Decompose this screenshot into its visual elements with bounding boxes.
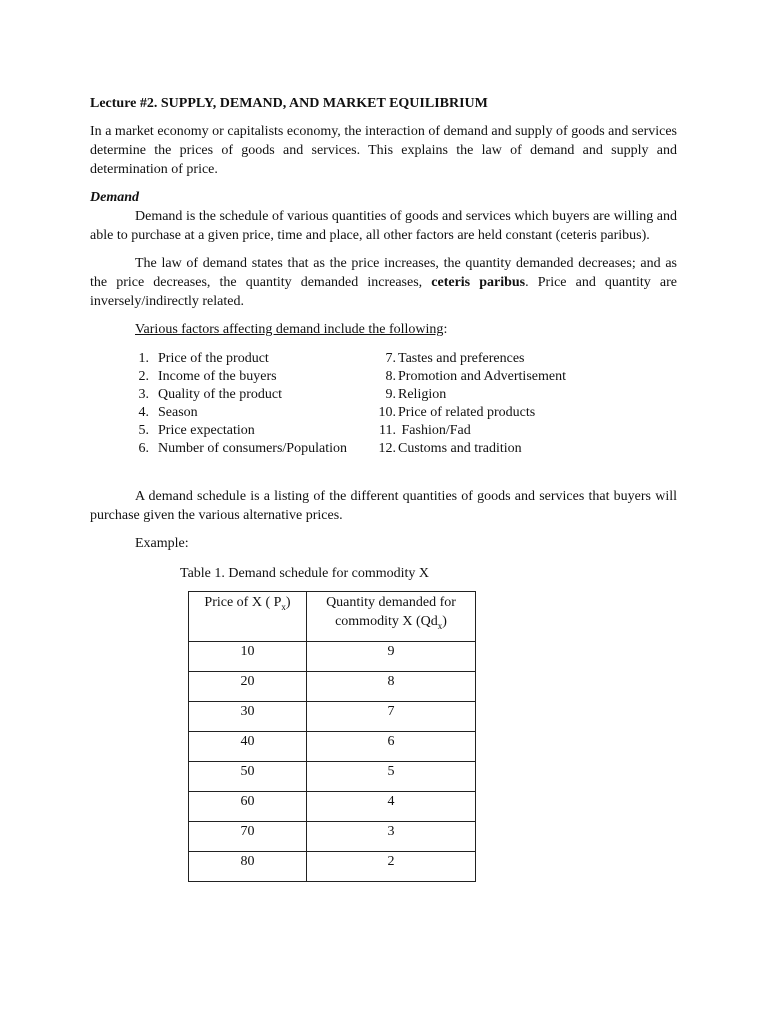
factors-intro	[90, 320, 677, 339]
table-row	[189, 852, 476, 882]
table-caption: Table 1. Demand schedule for commodity X	[180, 566, 430, 581]
header-quantity: Quantity demanded for commodity X $(Qd_x)$	[307, 592, 476, 642]
factor-item: 1. Price of the product	[138, 351, 269, 366]
law-text-before: The law of demand states that as the price increases, the quantity demanded decreases; and as the price decreases, the quantity demanded increases,	[90, 256, 677, 290]
factor-item: 6. Number of consumers/Population	[138, 441, 347, 456]
quantity-cell: 2	[307, 852, 476, 882]
factor-item: 7. Tastes and preferences	[385, 351, 525, 366]
table-row	[189, 732, 476, 762]
quantity-cell: 8	[307, 672, 476, 702]
factors-right-column	[374, 349, 566, 457]
factor-item: 5. Price expectation	[138, 423, 255, 438]
quantity-cell: 5	[307, 762, 476, 792]
intro-paragraph: In a market economy or capitalists economy, the interaction of demand and supply of goods and services determine the prices of goods and services. This explains the law of demand and supply and determination of price.	[90, 124, 677, 177]
factor-item: 8. Promotion and Advertisement	[385, 369, 566, 384]
price-cell: 50	[189, 762, 307, 792]
price-cell: 40	[189, 732, 307, 762]
quantity-cell: 6	[307, 732, 476, 762]
table-row	[189, 762, 476, 792]
demand-heading: Demand	[90, 190, 139, 205]
table-row	[189, 822, 476, 852]
factors-left-column	[135, 349, 347, 457]
factor-item: 2. Income of the buyers	[138, 369, 277, 384]
factor-item: 12. Customs and tradition	[378, 441, 522, 456]
factor-item: 3. Quality of the product	[138, 387, 283, 402]
price-cell: 80	[189, 852, 307, 882]
price-cell: 10	[189, 642, 307, 672]
header-price: Price of X ( $P_x$)	[189, 592, 307, 642]
lecture-title: Lecture #2. SUPPLY, DEMAND, AND MARKET EQUILIBRIUM	[90, 96, 488, 111]
price-cell: 30	[189, 702, 307, 732]
quantity-cell: 7	[307, 702, 476, 732]
table-header-row	[189, 592, 476, 642]
demand-schedule-table	[188, 591, 476, 882]
factors-intro-colon: :	[443, 322, 448, 337]
price-cell: 20	[189, 672, 307, 702]
document-page	[90, 94, 677, 882]
quantity-cell: 4	[307, 792, 476, 822]
table-row	[189, 672, 476, 702]
price-cell: 60	[189, 792, 307, 822]
law-of-demand-paragraph	[90, 254, 677, 311]
table-row	[189, 702, 476, 732]
factor-item: 11. Fashion/Fad	[379, 423, 471, 438]
table-row	[189, 792, 476, 822]
example-label: Example:	[135, 536, 189, 551]
demand-schedule-definition: A demand schedule is a listing of the different quantities of goods and services that buyers will purchase given the various alternative prices.	[90, 489, 677, 523]
factor-item: 10. Price of related products	[378, 405, 536, 420]
quantity-cell: 3	[307, 822, 476, 852]
law-text-after: . Price and quantity are inversely/indirectly related.	[90, 275, 678, 309]
table-row	[189, 642, 476, 672]
quantity-cell: 9	[307, 642, 476, 672]
price-cell: 70	[189, 822, 307, 852]
factor-item: 4. Season	[138, 405, 198, 420]
ceteris-paribus-bold: ceteris paribus	[431, 275, 526, 290]
factors-list	[90, 349, 677, 457]
factors-intro-underlined: Various factors affecting demand include the following	[135, 322, 444, 337]
factor-item: 9. Religion	[385, 387, 447, 402]
demand-definition: Demand is the schedule of various quantities of goods and services which buyers are willing and able to purchase at a given price, time and place, all other factors are held constant (ceteris paribus).	[90, 209, 677, 243]
